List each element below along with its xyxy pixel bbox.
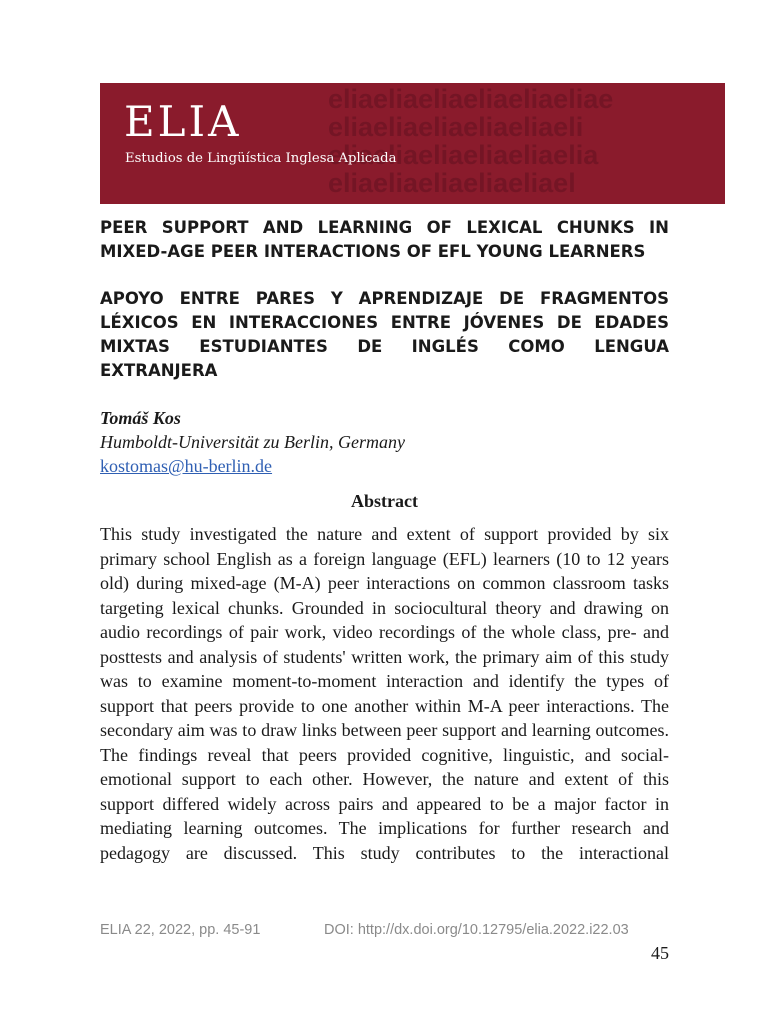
journal-logo: ELIA: [124, 97, 242, 146]
title-spanish: APOYO ENTRE PARES Y APRENDIZAJE DE FRAGMENTOS LÉXICOS EN INTERACCIONES ENTRE JÓVENES DE EDADES MIXTAS ESTUDIANTES DE INGLÉS COMO LENGUA EXTRANJERA: [100, 289, 669, 380]
watermark-line: eliaeliaeliaeliaeliaeliae: [328, 84, 614, 114]
journal-banner: [100, 83, 725, 204]
author-name: Tomáš Kos: [100, 408, 181, 428]
watermark-line: eliaeliaeliaeliaeliael: [328, 168, 576, 198]
watermark-line: eliaeliaeliaeliaeliaeli: [328, 112, 584, 142]
watermark-line: eliaeliaeliaeliaeliaelia: [328, 140, 599, 170]
footer-citation: ELIA 22, 2022, pp. 45-91: [100, 922, 261, 938]
banner-watermark: [328, 85, 725, 197]
author-email-link[interactable]: kostomas@hu-berlin.de: [100, 456, 273, 476]
abstract-text: This study investigated the nature and extent of support provided by six primary school English as a foreign language (EFL) learners (10 to 12 years old) during mixed-age (M-A) peer interactions on common classroom tasks targeting lexical chunks. Grounded in sociocultural theory and drawing on audio recordings of pair work, video recordings of the whole class, pre- and posttests and analysis of students' written work, the primary aim of this study was to examine moment-to-moment interaction and identify the types of support that peers provide to one another within M-A peer interactions. The secondary aim was to draw links between peer support and learning outcomes. The findings reveal that peers provided cognitive, linguistic, and social-emotional support to each other. However, the nature and extent of this support differed widely across pairs and appeared to be a major factor in mediating learning outcomes. The implications for further research and pedagogy are discussed. This study contributes to the interactional: [100, 524, 669, 863]
author-affiliation: Humboldt-Universität zu Berlin, Germany: [100, 432, 405, 452]
abstract-heading: Abstract: [351, 491, 418, 511]
footer-doi[interactable]: DOI: http://dx.doi.org/10.12795/elia.2022.i22.03: [324, 922, 629, 938]
journal-subtitle: Estudios de Lingüística Inglesa Aplicada: [125, 151, 397, 166]
title-english: PEER SUPPORT AND LEARNING OF LEXICAL CHUNKS IN MIXED-AGE PEER INTERACTIONS OF EFL YOUNG LEARNERS: [100, 218, 669, 261]
page-number: 45: [651, 943, 669, 963]
